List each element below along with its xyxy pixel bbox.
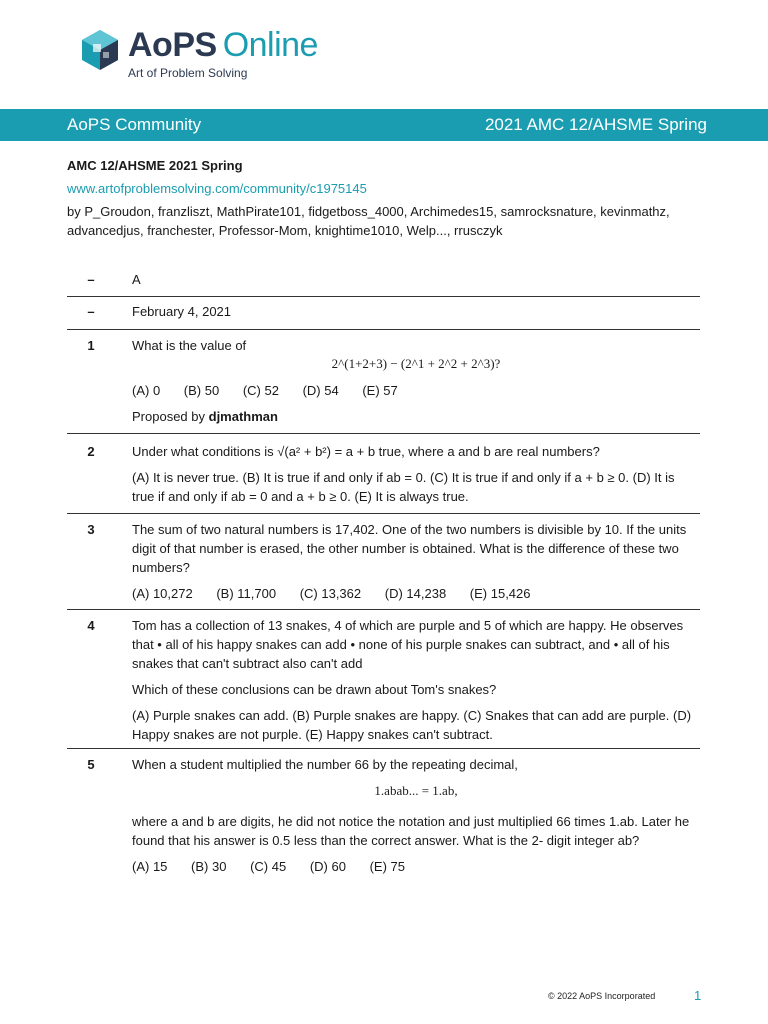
logo-tagline: Art of Problem Solving (128, 66, 248, 80)
problem-question: Tom has a collection of 13 snakes, 4 of which are purple and 5 of which are happy. He observes that • all of his happy snakes can add • none of his purple snakes can subtract, and • all of his snakes that can't subtract also can't add (132, 618, 684, 671)
problem-question: The sum of two natural numbers is 17,402. One of the two numbers is divisible by 10. If the units digit of that number is erased, the other number is obtained. What is the difference of these two numbers? (132, 522, 687, 575)
proposer-name: djmathman (208, 409, 278, 424)
problem-2 (67, 442, 700, 514)
choice: (B) 30 (191, 859, 227, 874)
copyright: © 2022 AoPS Incorporated (548, 991, 656, 1001)
problem-question: What is the value of (132, 338, 247, 353)
answer-choices: (A) It is never true. (B) It is true if and only if ab = 0. (C) It is true if and only if a + b ≥ 0. (D) It is true if and only if ab = 0 and a + b ≥ 0. (E) It is always true. (132, 470, 675, 504)
row-text: A (132, 272, 141, 287)
authors-line: by P_Groudon, franzliszt, MathPirate101, fidgetboss_4000, Archimedes15, samrocksnature, kevinmathz, advancedjus, franchester, Professor-Mom, knightime1010, Welp..., rrusczyk (67, 204, 670, 238)
contest-title: 2021 AMC 12/AHSME Spring (484, 115, 707, 134)
choice: (E) 15,426 (469, 586, 531, 601)
choice: (B) 50 (183, 383, 220, 398)
choice: (E) 75 (369, 859, 405, 874)
choice: (E) 57 (362, 383, 398, 398)
choice: (D) 14,238 (384, 586, 447, 601)
answer-choices (132, 857, 700, 876)
problem-question-2: Which of these conclusions can be drawn about Tom's snakes? (132, 682, 497, 697)
community-label: AoPS Community (67, 115, 202, 134)
row-text: February 4, 2021 (132, 304, 232, 319)
source-link[interactable]: www.artofproblemsolving.com/community/c1975145 (67, 181, 367, 196)
problem-question: When a student multiplied the number 66 by the repeating decimal, (132, 757, 518, 772)
proposed-label: Proposed by (132, 409, 205, 424)
choice: (C) 45 (250, 859, 287, 874)
problem-number: 1 (87, 338, 95, 353)
choice: (B) 11,700 (216, 586, 277, 601)
problem-expression: 1.abab... = 1.ab, (374, 783, 458, 798)
page-number: 1 (694, 988, 702, 1003)
logo-wordmark: AoPS Online (128, 26, 318, 64)
choice: (C) 52 (242, 383, 279, 398)
aops-logo (80, 26, 340, 82)
problem-number: 2 (87, 444, 95, 459)
answer-choices: (A) Purple snakes can add. (B) Purple snakes are happy. (C) Snakes that can add are purple. (D) Happy snakes are not purple. (E) Happy snakes can't subtract. (132, 708, 692, 742)
problem-number: 5 (87, 757, 95, 772)
problem-number: 3 (87, 522, 95, 537)
header-banner (0, 109, 768, 141)
choice: (A) 10,272 (132, 586, 193, 601)
document-meta (67, 156, 707, 240)
answer-choices (132, 381, 700, 400)
problem-question: Under what conditions is √(a² + b²) = a + b true, where a and b are real numbers? (132, 444, 600, 459)
row-number: – (87, 272, 95, 287)
choice: (C) 13,362 (299, 586, 362, 601)
problem-number: 4 (87, 618, 95, 633)
choice: (D) 60 (309, 859, 346, 874)
problem-5 (67, 755, 700, 885)
problem-question-2: where a and b are digits, he did not notice the notation and just multiplied 66 times 1.ab. Later he found that his answer is 0.5 less than the correct answer. What is the 2- digit integer ab? (132, 814, 690, 848)
problem-row (67, 270, 700, 297)
answer-choices (132, 584, 700, 603)
document-title: AMC 12/AHSME 2021 Spring (67, 158, 243, 173)
problem-4 (67, 616, 700, 749)
row-number: – (87, 304, 95, 319)
problem-expression: 2^(1+2+3) − (2^1 + 2^2 + 2^3)? (331, 356, 501, 371)
problem-3 (67, 520, 700, 610)
cube-logo-icon (80, 28, 120, 72)
problem-row (67, 302, 700, 330)
choice: (A) 15 (132, 859, 168, 874)
choice: (D) 54 (302, 383, 339, 398)
proposer-line (132, 407, 700, 426)
problem-1 (67, 336, 700, 434)
choice: (A) 0 (132, 383, 161, 398)
